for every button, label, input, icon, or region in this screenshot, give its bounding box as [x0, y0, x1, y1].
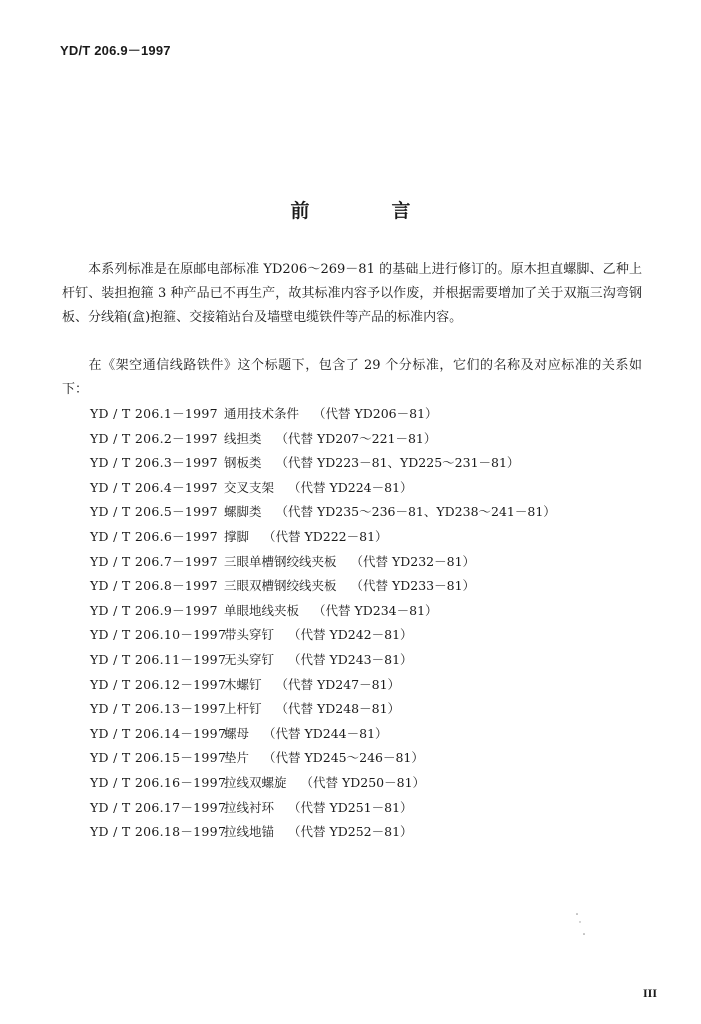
standard-replaces: （代替 YD251－81） — [288, 799, 413, 815]
standard-code: YD / T 206.8－1997 — [90, 578, 218, 594]
standard-name: 拉线双螺旋 — [224, 774, 287, 790]
scope-paragraph-text: 在《架空通信线路铁件》这个标题下，包含了 29 个分标准，它们的名称及对应标准的关系如下： — [62, 358, 642, 397]
standard-name: 拉线地锚 — [224, 824, 275, 840]
standard-code: YD / T 206.15－1997 — [90, 750, 227, 766]
standard-list-item — [90, 771, 556, 796]
standard-replaces: （代替 YD252－81） — [288, 824, 413, 840]
standard-code: YD / T 206.6－1997 — [90, 528, 218, 544]
standard-name: 螺脚类 — [224, 504, 262, 520]
standard-replaces: （代替 YD248－81） — [275, 701, 401, 717]
standard-list-item — [90, 574, 556, 599]
page-title — [0, 196, 701, 223]
standard-list-item — [90, 550, 556, 575]
standard-name: 带头穿钉 — [224, 627, 275, 643]
standard-name: 撑脚 — [224, 528, 250, 544]
standard-list-item — [90, 722, 556, 747]
standard-name: 拉线衬环 — [224, 799, 275, 815]
standard-replaces: （代替 YD223－81、YD225～231－81） — [275, 455, 520, 471]
standard-replaces: （代替 YD243－81） — [288, 651, 413, 667]
standards-list — [90, 402, 556, 845]
standard-code: YD / T 206.1－1997 — [90, 406, 218, 421]
standard-name: 垫片 — [224, 750, 250, 766]
standard-list-item — [90, 402, 556, 427]
standard-code: YD / T 206.11－1997 — [90, 651, 227, 667]
intro-paragraph-text: 本系列标准是在原邮电部标准 YD206～269－81 的基础上进行修订的。原木担直螺脚、乙种上杆钉、装担抱箍 3 种产品已不再生产，故其标准内容予以作废，并根据需要增加了关于双瓶三沟弯钢板、分线箱(盒)抱箍、交接箱站台及墙壁电缆铁件等产品的标准内容。 — [62, 262, 642, 325]
standard-code: YD / T 206.16－1997 — [90, 774, 227, 790]
standard-replaces: （代替 YD235～236－81、YD238～241－81） — [275, 504, 556, 520]
standard-code: YD / T 206.14－1997 — [90, 725, 227, 741]
standard-name: 上杆钉 — [224, 701, 262, 717]
standard-replaces: （代替 YD245～246－81） — [263, 750, 424, 766]
standard-replaces: （代替 YD222－81） — [263, 528, 388, 544]
standard-name: 三眼单槽钢绞线夹板 — [224, 553, 337, 569]
standard-code: YD / T 206.10－1997 — [90, 627, 227, 643]
standard-code: YD / T 206.3－1997 — [90, 455, 218, 471]
standard-code: YD / T 206.9－1997 — [90, 602, 218, 618]
standard-list-item — [90, 451, 556, 476]
scan-specks — [574, 908, 594, 948]
standard-replaces: （代替 YD207～221－81） — [275, 430, 437, 446]
standard-name: 通用技术条件 — [224, 406, 300, 421]
standard-replaces: （代替 YD247－81） — [275, 676, 401, 692]
standard-replaces: （代替 YD242－81） — [288, 627, 413, 643]
standard-replaces: （代替 YD224－81） — [288, 479, 413, 495]
standard-list-item — [90, 427, 556, 452]
page-number: III — [642, 986, 657, 1000]
standard-list-item — [90, 673, 556, 698]
standard-name: 交叉支架 — [224, 479, 275, 495]
standard-replaces: （代替 YD244－81） — [263, 725, 388, 741]
standard-replaces: （代替 YD234－81） — [313, 602, 438, 618]
standard-list-item — [90, 697, 556, 722]
standard-list-item — [90, 500, 556, 525]
standard-name: 无头穿钉 — [224, 651, 275, 667]
standard-code: YD / T 206.12－1997 — [90, 676, 227, 692]
standard-list-item — [90, 476, 556, 501]
standard-list-item — [90, 746, 556, 771]
title-char-2: 言 — [391, 200, 411, 222]
standard-code: YD / T 206.2－1997 — [90, 430, 218, 446]
standard-list-item — [90, 623, 556, 648]
standard-name: 线担类 — [224, 430, 262, 446]
standard-list-item — [90, 599, 556, 624]
standard-list-item — [90, 525, 556, 550]
standard-list-item — [90, 796, 556, 821]
standard-code: YD / T 206.13－1997 — [90, 701, 227, 717]
standard-code: YD / T 206.4－1997 — [90, 479, 218, 495]
standard-replaces: （代替 YD233－81） — [350, 578, 476, 594]
standard-name: 单眼地线夹板 — [224, 602, 300, 618]
standard-code: YD / T 206.17－1997 — [90, 799, 227, 815]
standard-replaces: （代替 YD232－81） — [350, 553, 476, 569]
standard-code: YD / T 206.18－1997 — [90, 824, 227, 840]
standard-code: YD / T 206.5－1997 — [90, 504, 218, 520]
standard-replaces: （代替 YD206－81） — [313, 406, 438, 421]
scope-paragraph — [62, 354, 642, 402]
standard-list-item — [90, 648, 556, 673]
standard-name: 木螺钉 — [224, 676, 262, 692]
standard-list-item — [90, 820, 556, 845]
standard-code-header: YD/T 206.9－1997 — [60, 43, 171, 58]
standard-replaces: （代替 YD250－81） — [300, 774, 426, 790]
standard-code: YD / T 206.7－1997 — [90, 553, 218, 569]
standard-name: 三眼双槽钢绞线夹板 — [224, 578, 337, 594]
standard-name: 螺母 — [224, 725, 250, 741]
title-char-1: 前 — [290, 200, 310, 222]
intro-paragraph — [62, 258, 642, 330]
standard-name: 钢板类 — [224, 455, 262, 471]
